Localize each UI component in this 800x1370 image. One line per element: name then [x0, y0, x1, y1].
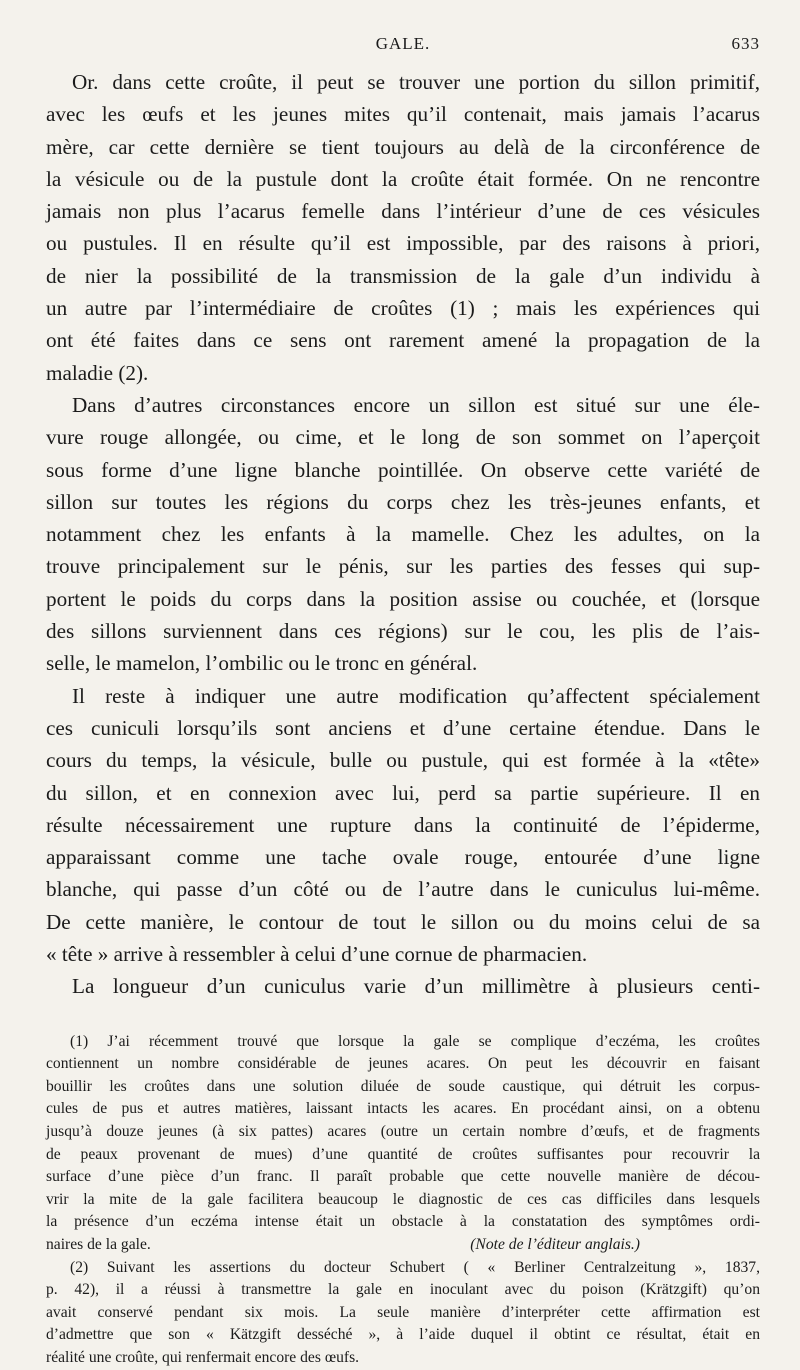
text-line: avec les œufs et les jeunes mites qu’il contenait, mais jamais l’acarus [46, 102, 760, 127]
text-line: des sillons surviennent dans ces régions) sur le cou, les plis de l’ais- [46, 619, 760, 644]
footnote-line: bouillir les croûtes dans une solution diluée de soude caustique, qui détruit les corpus- [46, 1077, 760, 1095]
text-line: Il reste à indiquer une autre modification qu’affectent spécialement [72, 683, 760, 708]
footnote-line: la présence d’un eczéma intense était un obstacle à la constatation des symptômes ordi- [46, 1213, 760, 1231]
footnote-line-text: naires de la gale. [46, 1235, 151, 1253]
text-line: notamment chez les enfants à la mamelle. Chez les adultes, on la [46, 522, 760, 547]
text-line: mère, car cette dernière se tient toujours au delà de la circonférence de [46, 134, 760, 159]
footnote [46, 1031, 760, 1257]
footnote-line: (1) J’ai récemment trouvé que lorsque la gale se complique d’eczéma, les croûtes [70, 1032, 760, 1050]
text-line: Or. dans cette croûte, il peut se trouver une portion du sillon primitif, [72, 70, 760, 94]
main-text [46, 66, 760, 1003]
footnote [46, 1257, 760, 1370]
paragraph [46, 66, 760, 389]
text-line: un autre par l’intermédiaire de croûtes (1) ; mais les expériences qui [46, 296, 760, 321]
text-line: apparaissant comme une tache ovale rouge, entourée d’une ligne [46, 845, 760, 870]
footnote-line: avait conservé pendant six mois. La seule manière d’interpréter cette affirmation est [46, 1303, 760, 1321]
text-line: du sillon, et en connexion avec lui, perd sa partie supérieure. Il en [46, 780, 760, 805]
footnote-line: contiennent un nombre considérable de jeunes acares. On peut les découvrir en faisant [46, 1055, 760, 1073]
book-page [46, 34, 760, 1370]
footnote-line: d’admettre que son « Kätzgift desséché », à l’aide duquel il obtint ce résultat, était en [46, 1326, 760, 1344]
page-number: 633 [731, 34, 760, 53]
footnote-line [46, 1234, 760, 1257]
footnote-line: (2) Suivant les assertions du docteur Schubert ( « Berliner Centralzeitung », 1837, [70, 1258, 760, 1276]
text-line: Dans d’autres circonstances encore un sillon est situé sur une éle- [72, 392, 760, 417]
running-header [46, 34, 760, 64]
footnote-line: vrir la mite de la gale facilitera beaucoup le diagnostic de ces cas difficiles dans lesquels [46, 1190, 760, 1208]
footnote-line: cules de pus et autres matières, laissant intacts les acares. En procédant ainsi, on a obtenu [46, 1100, 760, 1118]
text-line: sillon sur toutes les régions du corps chez les très-jeunes enfants, et [46, 489, 760, 514]
footnotes [46, 1031, 760, 1370]
text-line: cours du temps, la vésicule, bulle ou pustule, qui est formée à la «tête» [46, 748, 760, 773]
text-line: « tête » arrive à ressembler à celui d’une cornue de pharmacien. [46, 942, 588, 967]
footnote-line: réalité une croûte, qui renfermait encore des œufs. [46, 1348, 360, 1366]
paragraph [46, 970, 760, 1002]
paragraph [46, 389, 760, 680]
footnote-line: p. 42), il a réussi à transmettre la gale en inoculant avec du poison (Krätzgift) qu’on [46, 1281, 760, 1299]
text-line: de nier la possibilité de la transmission de la gale d’un individu à [46, 263, 760, 288]
text-line: jamais non plus l’acarus femelle dans l’intérieur d’une de ces vésicules [46, 199, 760, 224]
footnote-line: jusqu’à douze jeunes (à six pattes) acares (outre un certain nombre d’œufs, et de fragments [46, 1122, 760, 1140]
text-line: trouve principalement sur le pénis, sur les parties des fesses qui sup- [46, 554, 760, 579]
text-line: résulte nécessairement une rupture dans la continuité de l’épiderme, [46, 812, 760, 837]
text-line: ont été faites dans ce sens ont rarement amené la propagation de la [46, 328, 760, 353]
text-line: sous forme d’une ligne blanche pointillée. On observe cette variété de [46, 457, 760, 482]
running-title: GALE. [375, 34, 431, 53]
editor-note: (Note de l’éditeur anglais.) [470, 1235, 640, 1253]
footnote-line: surface d’une pièce d’un franc. Il paraît probable que cette nouvelle manière de décou- [46, 1168, 760, 1186]
text-line: blanche, qui passe d’un côté ou de l’autre dans le cuniculus lui-même. [46, 877, 760, 902]
paragraph [46, 680, 760, 971]
text-line: ces cuniculi lorsqu’ils sont anciens et d’une certaine étendue. Dans le [46, 715, 760, 740]
text-line: vure rouge allongée, ou cime, et le long de son sommet on l’aperçoit [46, 425, 760, 450]
text-line: maladie (2). [46, 360, 149, 385]
text-line: De cette manière, le contour de tout le sillon ou du moins celui de sa [46, 909, 760, 934]
footnote-line: de peaux provenant de mues) d’une quantité de croûtes suffisantes pour recouvrir la [46, 1145, 760, 1163]
text-line: selle, le mamelon, l’ombilic ou le tronc en général. [46, 651, 478, 676]
text-line: la vésicule ou de la pustule dont la croûte était formée. On ne rencontre [46, 166, 760, 191]
text-line: ou pustules. Il en résulte qu’il est impossible, par des raisons à priori, [46, 231, 760, 256]
text-line: portent le poids du corps dans la position assise ou couchée, et (lorsque [46, 586, 760, 611]
text-line: La longueur d’un cuniculus varie d’un millimètre à plusieurs centi- [72, 974, 760, 999]
